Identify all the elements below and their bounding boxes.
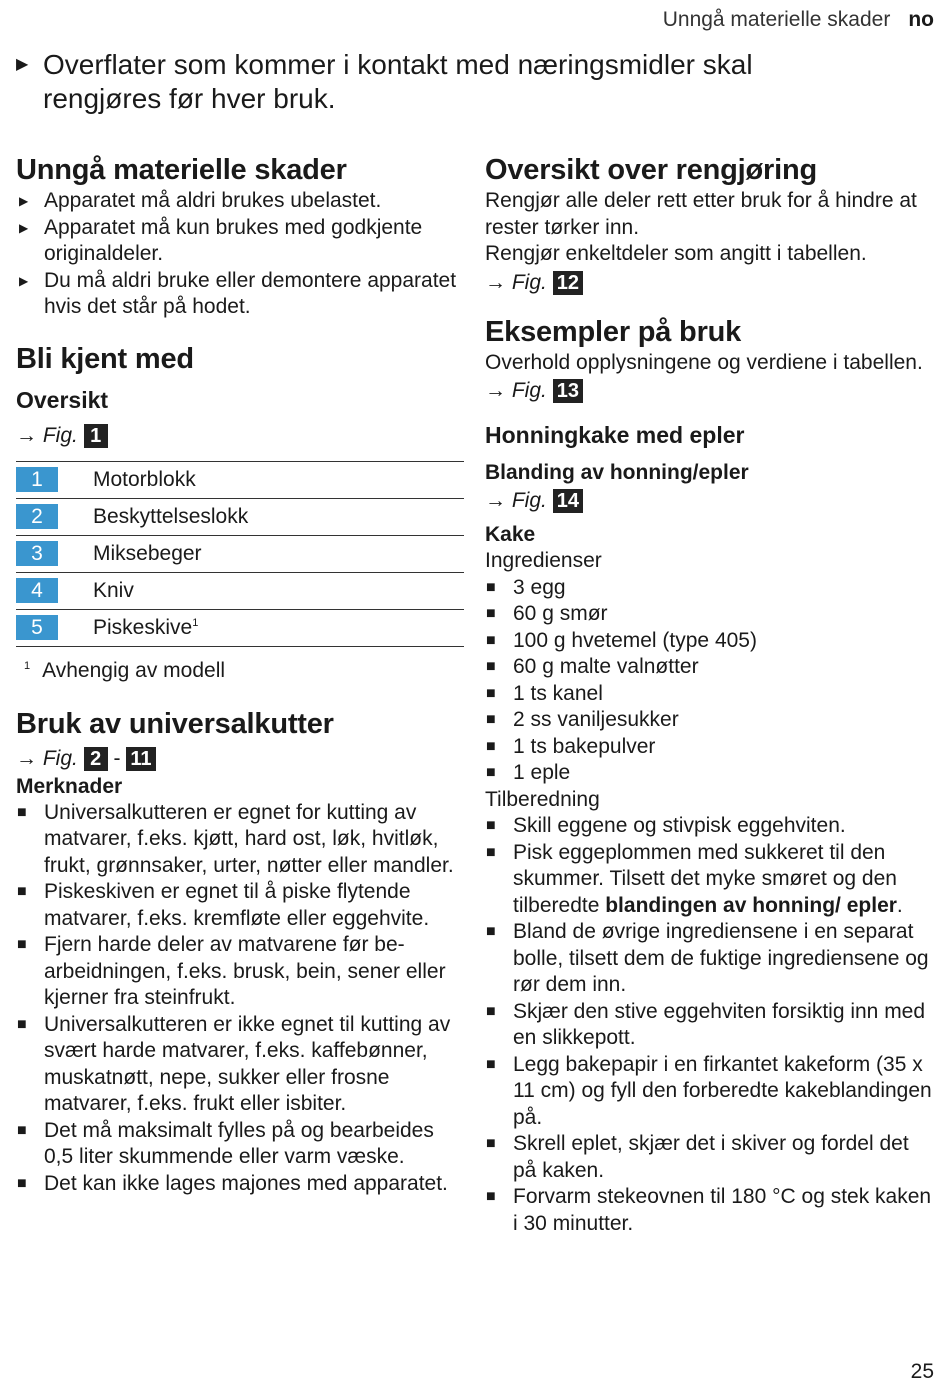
figure-reference: → Fig. 2 - 11 — [16, 744, 464, 774]
list-item: ■ Universalkutteren er egnet for kutting av matvarer, f.eks. kjøtt, hard ost, løk, hvitløk, frukt, grønnsaker, urter, nøtter eller mandler. — [17, 800, 454, 877]
arrow-right-icon: → — [485, 379, 506, 402]
square-bullet-icon: ■ — [486, 923, 496, 940]
square-bullet-icon: ■ — [486, 684, 496, 702]
overview-subheading: Oversikt — [16, 386, 109, 413]
know-heading: Bli kjent med — [16, 342, 194, 375]
list-item: ■ Legg bakepapir i en firkantet kakeform (35 x 11 cm) og fyll den forberedte kakeblandingen på. — [486, 1052, 932, 1129]
figure-reference: → Fig. 14 — [485, 486, 935, 516]
table-row — [16, 461, 464, 498]
bold-text: blandingen av honning/ epler — [605, 893, 897, 917]
square-bullet-icon: ■ — [486, 737, 496, 755]
part-number-badge: 4 — [16, 578, 58, 603]
square-bullet-icon: ■ — [486, 817, 496, 834]
square-bullet-icon: ■ — [486, 631, 496, 649]
page-number: 25 — [910, 1360, 934, 1383]
footnote-ref: 1 — [192, 616, 199, 629]
damage-list — [16, 188, 464, 321]
figure-reference: → Fig. 12 — [485, 268, 935, 298]
arrow-right-icon: → — [485, 270, 506, 294]
intro-note — [16, 48, 876, 116]
table-row — [16, 498, 464, 535]
list-item: ■ Bland de øvrige ingrediensene i en separat bolle, tilsett dem de fuktige ingrediensene og rør dem inn. — [486, 920, 929, 996]
notes-list — [16, 800, 464, 1198]
list-item: ■ 3 egg — [485, 575, 935, 602]
list-item: ■ 1 ts kanel — [485, 681, 935, 708]
examples-text: Overhold opplysningene og verdiene i tabellen. — [485, 350, 923, 374]
list-item: ▶ Apparatet må kun brukes med godkjente originaldeler. — [19, 215, 423, 265]
list-item: ■ Forvarm stekeovnen til 180 °C og stek kaken i 30 minutter. — [486, 1185, 932, 1235]
ingredients-label: Ingredienser — [485, 549, 602, 572]
square-bullet-icon: ■ — [17, 803, 27, 821]
recipe-heading: Honningkake med epler — [485, 422, 745, 448]
square-bullet-icon: ■ — [486, 843, 496, 861]
list-item: ■ Universalkutteren er ikke egnet til kutting av svært harde matvarer, f.eks. kaffebønner, muskatnøtt, nepe, sukker eller frosne matvarer, f.eks. frukt eller isbiter. — [17, 1012, 451, 1115]
square-bullet-icon: ■ — [17, 1121, 27, 1139]
square-bullet-icon: ■ — [17, 1015, 27, 1033]
triangle-bullet-icon: ▶ — [19, 194, 29, 208]
table-row — [16, 572, 464, 609]
part-label-cell — [93, 609, 464, 646]
cleaning-text: Rengjør enkeltdeler som angitt i tabellen. — [485, 242, 867, 265]
left-column — [16, 152, 464, 1197]
intro-text: Overflater som kommer i kontakt med næringsmidler skal rengjøres før hver bruk. — [43, 49, 753, 114]
triangle-bullet-icon: ▶ — [19, 220, 29, 235]
square-bullet-icon: ■ — [486, 1188, 496, 1205]
square-bullet-icon: ■ — [17, 883, 27, 900]
list-item: ■ Skill eggene og stivpisk eggehviten. — [485, 813, 935, 840]
figure-badge: 11 — [126, 747, 155, 771]
header-section: Unngå materielle skader — [662, 8, 891, 31]
examples-heading: Eksempler på bruk — [485, 315, 742, 348]
list-item: ■ 60 g smør — [485, 601, 935, 628]
square-bullet-icon: ■ — [17, 936, 27, 953]
list-item: ■ Skjær den stive eggehviten forsiktig inn med en slikkepott. — [486, 999, 926, 1049]
square-bullet-icon: ■ — [486, 605, 496, 622]
cake-heading: Kake — [485, 523, 536, 546]
part-label: Piskeskive — [93, 615, 193, 639]
part-number-badge: 1 — [16, 467, 58, 492]
preparation-label: Tilberedning — [485, 787, 600, 811]
triangle-bullet-icon: ▶ — [19, 273, 29, 288]
part-number-badge: 5 — [16, 615, 58, 640]
list-item: ■ Fjern harde deler av matvarene før bearbeidningen, f.eks. brusk, bein, sener eller kjerner fra steinfrukt. — [17, 933, 446, 1009]
square-bullet-icon: ■ — [486, 1002, 496, 1020]
list-item: ■ 100 g hvetemel (type 405) — [485, 628, 935, 655]
square-bullet-icon: ■ — [486, 658, 496, 675]
square-bullet-icon: ■ — [486, 1135, 496, 1152]
figure-reference: → Fig. 13 — [485, 376, 935, 406]
damage-heading: Unngå materielle skader — [16, 154, 347, 186]
footnote: $^1$ Avhengig av modell — [24, 658, 226, 682]
figure-badge: 1 — [84, 424, 108, 448]
arrow-right-icon: → — [485, 489, 506, 512]
arrow-right-icon: → — [16, 746, 37, 770]
list-item: ■ Det kan ikke lages majones med apparatet. — [16, 1171, 464, 1198]
figure-badge: 13 — [553, 379, 583, 403]
triangle-bullet-icon: ▶ — [16, 56, 29, 73]
header-language: no — [908, 8, 934, 31]
list-item: ■ 60 g malte valnøtter — [485, 654, 935, 681]
square-bullet-icon: ■ — [17, 1174, 27, 1192]
list-item: ■ Det må maksimalt fylles på og bearbeides 0,5 liter skummende eller varm væske. — [17, 1118, 434, 1168]
part-label: Motorblokk — [93, 461, 464, 498]
steps-list — [485, 813, 935, 1237]
cleaning-text: Rengjør alle deler rett etter bruk for å hindre at rester tørker inn. — [485, 189, 917, 239]
mix-heading: Blanding av honning/epler — [485, 461, 749, 484]
figure-reference: → Fig. 1 — [16, 421, 464, 451]
cleaning-heading: Oversikt over rengjøring — [485, 154, 818, 186]
list-item: ■ Skrell eplet, skjær det i skiver og fordel det på kaken. — [486, 1132, 909, 1182]
figure-badge: 12 — [553, 271, 583, 295]
part-number-badge: 3 — [16, 541, 58, 566]
square-bullet-icon: ■ — [486, 764, 496, 781]
figure-badge: 2 — [84, 747, 108, 771]
figure-badge: 14 — [553, 489, 583, 513]
arrow-right-icon: → — [16, 423, 37, 447]
part-number-badge: 2 — [16, 504, 58, 529]
square-bullet-icon: ■ — [486, 1055, 496, 1073]
list-item: ■ 2 ss vaniljesukker — [485, 707, 935, 734]
use-heading: Bruk av universalkutter — [16, 707, 334, 740]
list-item: ■ 1 eple — [485, 760, 935, 787]
table-row — [16, 535, 464, 572]
list-item: ■ Pisk eggeplommen med sukkeret til den skummer. Tilsett det myke smøret og den tilberedte blandingen av honning/ epler. — [486, 840, 903, 917]
list-item: ▶ Apparatet må aldri brukes ubelastet. — [16, 188, 464, 215]
part-label: Kniv — [93, 572, 464, 609]
list-item: ■ Piskeskiven er egnet til å piske flytende matvarer, f.eks. kremfløte eller eggehvite. — [17, 880, 430, 930]
square-bullet-icon: ■ — [486, 711, 496, 728]
part-label: Beskyttelseslokk — [93, 498, 464, 535]
list-item: ▶ Du må aldri bruke eller demontere apparatet hvis det står på hodet. — [19, 268, 457, 318]
parts-table — [16, 461, 464, 647]
notes-heading: Merknader — [16, 774, 123, 798]
list-item: ■ 1 ts bakepulver — [485, 734, 935, 761]
table-row — [16, 609, 464, 646]
right-column — [485, 152, 935, 1237]
part-label: Miksebeger — [93, 535, 464, 572]
square-bullet-icon: ■ — [486, 578, 496, 596]
ingredients-list — [485, 575, 935, 787]
running-header — [663, 8, 934, 32]
